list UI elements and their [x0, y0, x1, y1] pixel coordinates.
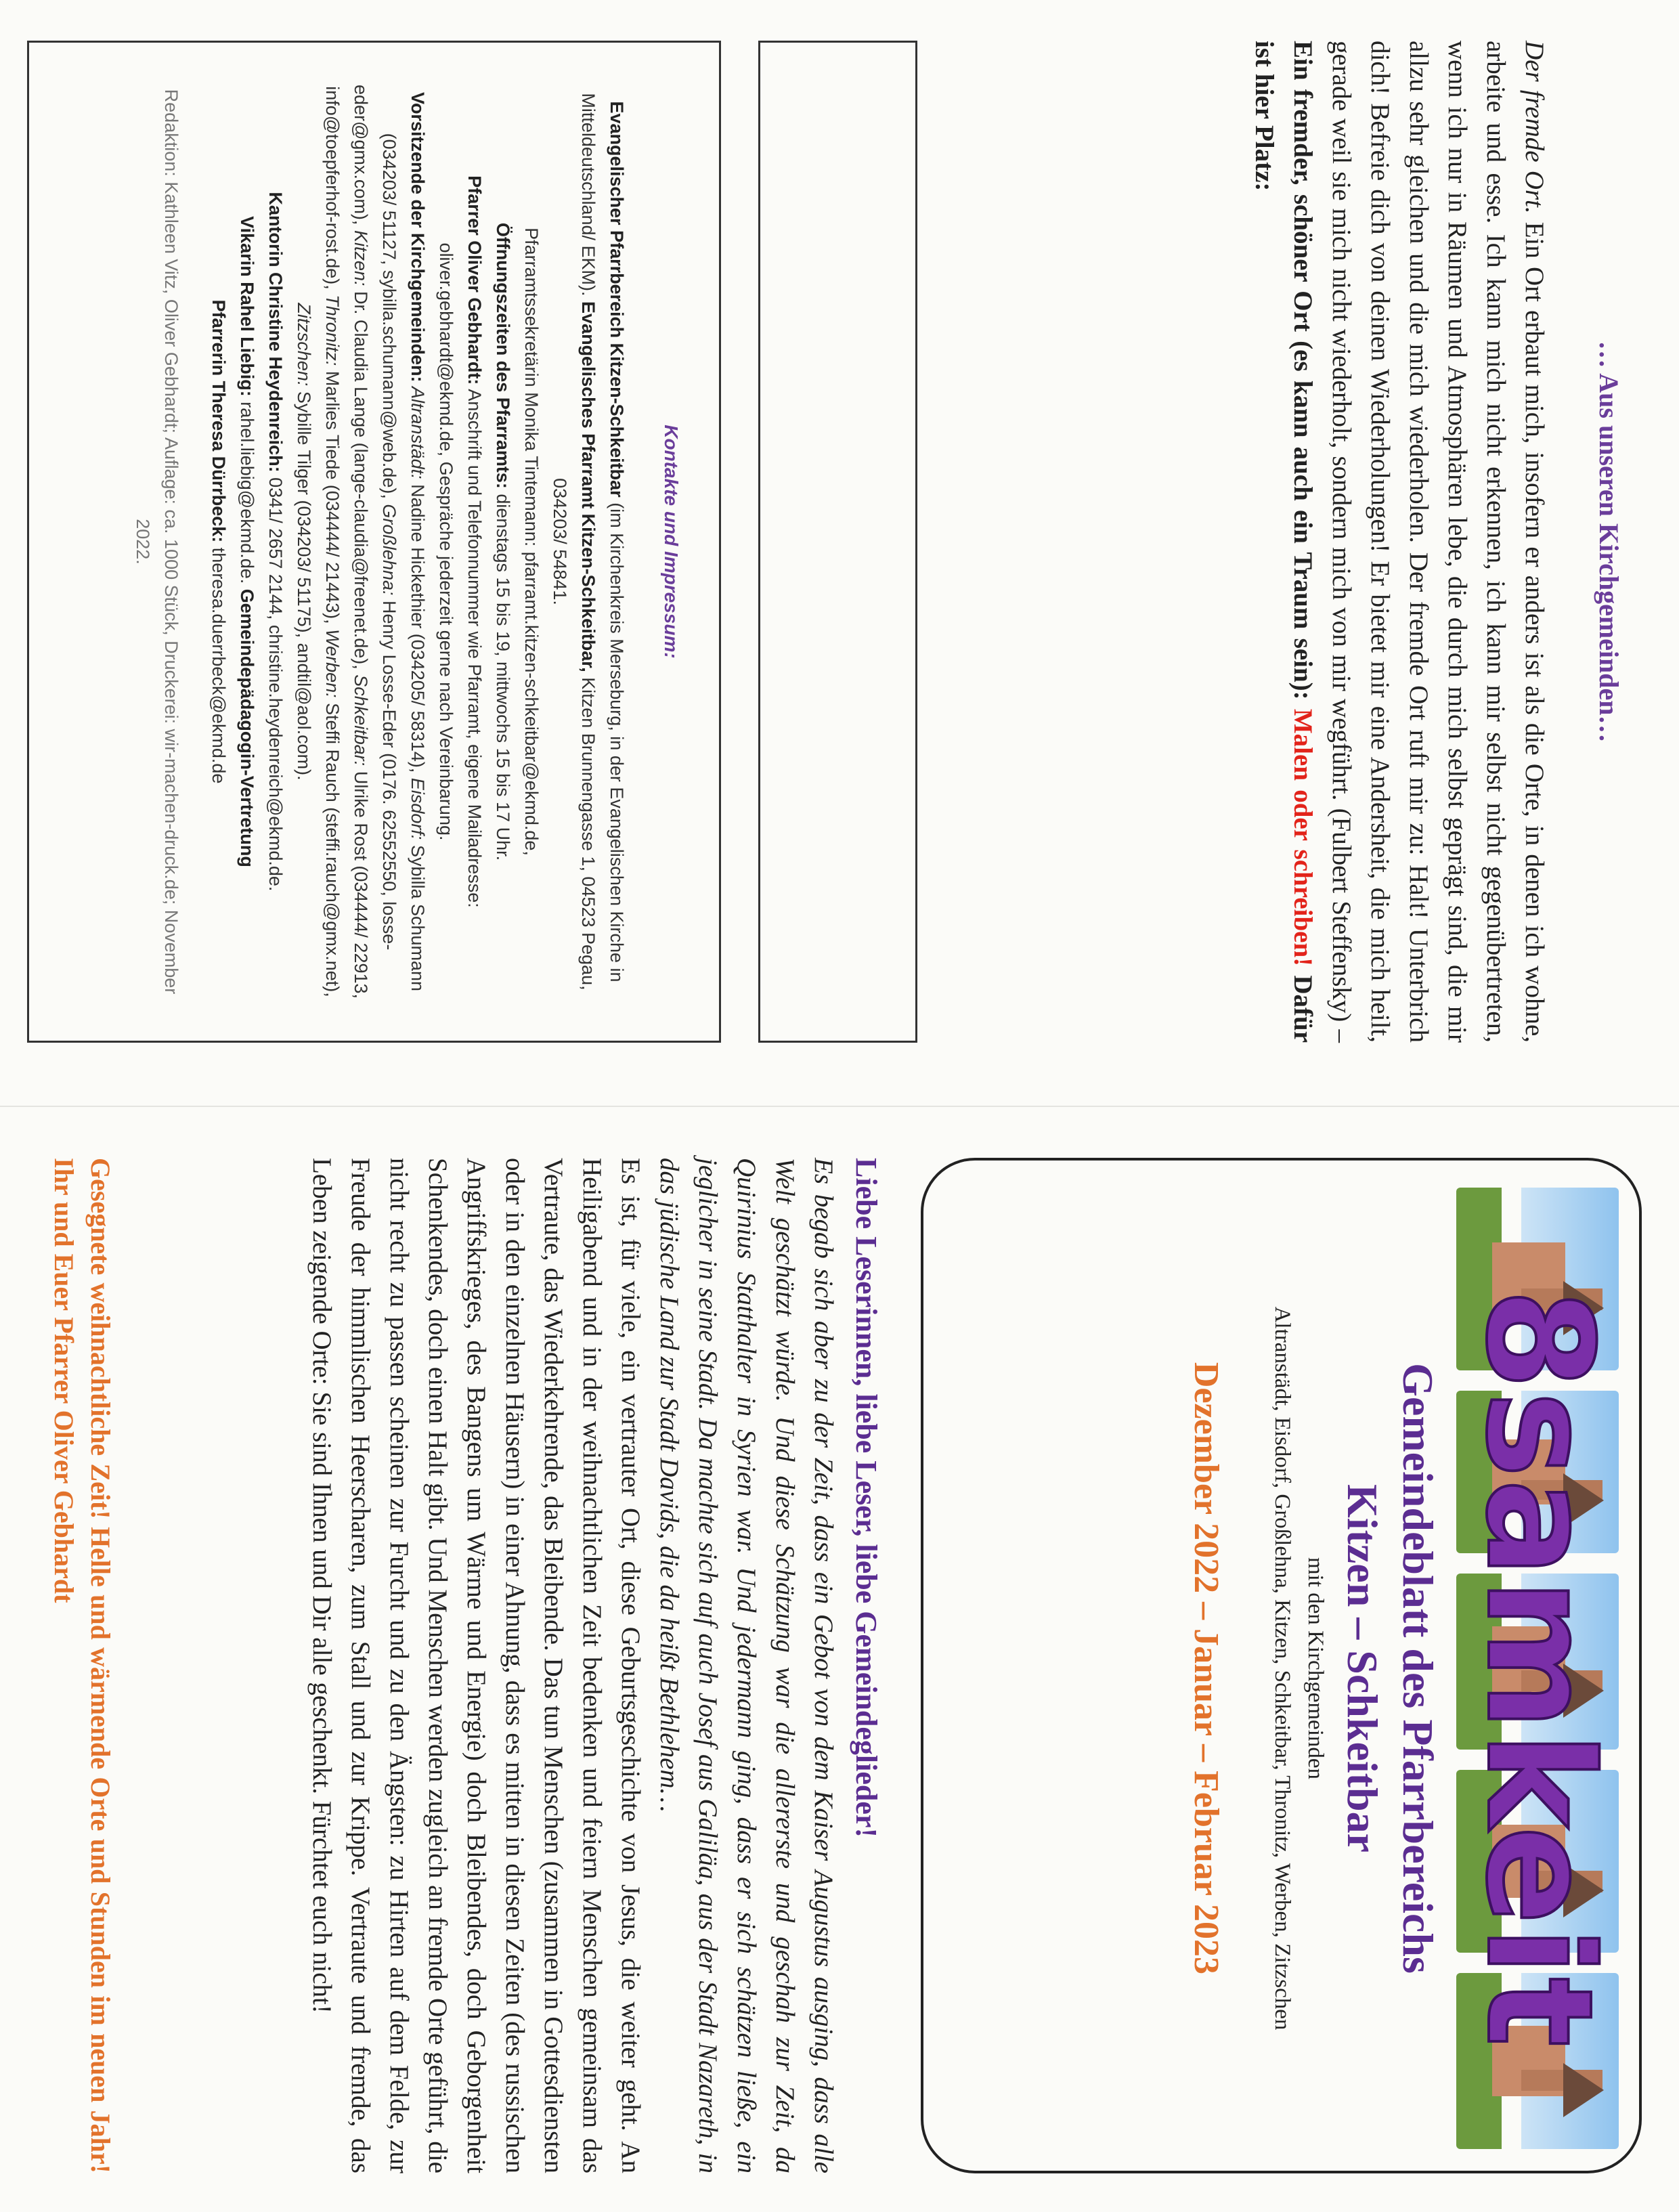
impressum-vikarin [233, 70, 261, 1014]
fremde-ort-text [1245, 41, 1554, 1043]
vertretung-label: Gemeindepädagogin-Vertretung [237, 584, 257, 867]
pfarramt-name: Evangelisches Pfarramt Kitzen-Schkeitbar, [578, 301, 598, 672]
impressum-redaktion: Redaktion: Kathleen Vitz, Oliver Gebhardt; Auflage: ca. 1000 Stück, Druckerei: wir-machen-druck.de; November 2022. [133, 89, 181, 995]
place-label: Großlehna: [379, 498, 399, 596]
place-contact: Ulrike Rost (034444/ 22913, info@toepferhof-rost.de), [322, 86, 371, 999]
kantorin-value: 0341/ 2657 2144, christine.heydenreich@ekmd.de. [265, 472, 286, 892]
title-box [921, 1158, 1642, 2173]
impressum-pfarrerin [204, 70, 233, 1014]
text-bold: Ein fremder, schöner Ort (es kann auch ein Traum sein): [1288, 41, 1317, 700]
text-call-to-action: Malen oder schreiben! [1288, 708, 1317, 967]
impressum-sekretaerin: Pfarramtssekretärin Monika Tintemann: pfarramt.kitzen-schkeitbar@ekmd.de, [521, 227, 542, 856]
pfarrbereich-desc: (im Kirchenkreis Merseburg, in der Evangelischen Kirche in Mitteldeutschland/ EKM). [578, 93, 627, 982]
place-label: Thronitz: [322, 289, 343, 366]
fold-line [0, 1106, 1679, 1107]
inner-page [14, 41, 1625, 1043]
editorial-body: Es ist, für viele, ein vertrauter Ort, diese Geburtsgeschichte von Jesus, die weiter geht. An Heiligabend und in der weihnachtlichen Zeit bedenken und feiern Menschen gemeinsam das Vertraute, das Wiederkehrende, das Bleibende. Das tun Menschen (zusammen in Gottesdiensten oder in den einzelnen Häusern) in einer Ahnung, dass es mitten in diesen Zeiten (des russischen Angriffskrieges, des Bangens um Wärme und Energie) doch Bleibendes, doch Geborgenheit Schenkendes, doch einen Halt gibt. Und Menschen werden zugleich an fremde Orte geführt, die nicht recht zu passen scheinen zur Furcht und zu den Ängsten: zu Hirten auf dem Felde, zur Freude der himmlischen Heerscharen, zum Stall und zur Krippe. Vertraute und fremde, das Leben zeigende Orte: Sie sind Ihnen und Dir alle geschenkt. Fürchtet euch nicht! [307, 1158, 645, 2173]
title-line-1: Gemeindeblatt des Pfarrbereichs [1394, 1363, 1442, 1974]
impressum-vorsitzende [290, 70, 432, 1014]
title-line-2: Kitzen – Schkeitbar [1338, 1484, 1387, 1852]
pfarramt-address: Kitzen Brunnengasse 1, 04523 Pegau, 034203/ 54841. [550, 478, 598, 991]
impressum-pfarrer [432, 70, 489, 1014]
impressum-kantorin [261, 70, 290, 1014]
section-heading: … Aus unseren Kirchgemeinden… [1594, 341, 1624, 743]
pfarrbereich-name: Evangelischer Pfarrbereich Kitzen-Schkeitbar [607, 101, 627, 498]
text-main: Ein Ort erbaut mich, insofern er anders ist als die Orte, in denen ich wohne, arbeite und esse. Ich kann mich nicht erkennen, ich kann mir selbst nicht gegenübertreten, wenn ich nur in Räumen und Atmosphären lebe, die durch mich selbst geprägt sind, die mir allzu sehr gleichen und die mich wiederholen. Der fremde Ort ruft mir zu: Halt! Unterbrich dich! Befreie dich von deinen Wiederholungen! Er bietet mir eine Andersheit, die mich heilt, gerade weil sie mich nicht wiederholt, sondern mich von mir wegführt. (Fulbert Steffensky) – [1327, 41, 1549, 1043]
closing-greeting: Gesegnete weihnachtliche Zeit! Helle und wärmende Orte und Stunden im neuen Jahr! Ihr und Euer Pfarrer Oliver Gebhardt [49, 1158, 116, 2173]
vikarin-label: Vikarin Rahel Liebig: [237, 216, 257, 397]
place-contact: Steffi Rauch (steffi.rauch@gmx.net), [322, 697, 343, 997]
vorsitzende-label: Vorsitzende der Kirchgemeinden: [408, 91, 428, 383]
greeting: Liebe Leserinnen, liebe Leser, liebe Gemeindeglieder! [850, 1158, 883, 1838]
text-bold-end: Dafür ist hier Platz: [1250, 41, 1317, 1043]
text-space [1288, 700, 1317, 709]
impressum-oeffnungszeiten [489, 70, 517, 1014]
text-intro: Der fremde Ort. [1520, 41, 1549, 214]
pfarrerin-label: Pfarrerin Theresa Dürrbeck: [209, 299, 229, 543]
impressum-title: Kontakte und Impressum: [661, 425, 682, 659]
pfarrer-value: Anschrift und Telefonnummer wie Pfarramt, eigene Mailadresse: oliver.gebhardt@ekmd.de, Gespräche jederzeit gerne nach Vereinbarung. [436, 242, 485, 908]
drawing-space-box[interactable] [758, 41, 917, 1043]
place-contact: Sybille Tilger (034203/ 51175), andtil@aol.com). [294, 386, 314, 781]
issue-date: Dezember 2022 – Januar – Februar 2023 [1187, 1362, 1225, 1975]
place-label: Eisdorf: [408, 773, 428, 840]
editorial-text [303, 1158, 843, 2173]
kantorin-label: Kantorin Christine Heydenreich: [265, 192, 286, 473]
vikarin-value: rahel.liebig@ekmd.de. [237, 396, 257, 584]
place-contact: Sybilla Schumann (034203/ 51127, sybilla.schumann@web.de), [379, 133, 428, 992]
place-contact: Dr. Claudia Lange (lange-claudia@freenet.de), [351, 286, 371, 670]
subtitle-with: mit den Kirchgemeinden [1303, 1557, 1328, 1780]
title-page [17, 1158, 1642, 2173]
place-contact: Marlies Tiede (034444/ 21443), [322, 366, 343, 624]
place-label: Schkeitbar: [351, 669, 371, 766]
oeffnungszeiten-value: dienstags 15 bis 19, mittwochs 15 bis 17 Uhr. [493, 488, 513, 861]
place-label: Zitzschen: [294, 303, 314, 387]
place-label: Werben: [322, 624, 343, 698]
brand-logo: 8samkeit [1454, 1288, 1624, 2049]
place-contact: Henry Losse-Eder (0176. 62552550, losse-eder@gmx.com), [351, 84, 399, 951]
places-list: Altranstädt, Eisdorf, Großlehna, Kitzen, Schkeitbar, Thronitz, Werben, Zitzschen [1270, 1306, 1294, 2031]
place-label: Kitzen: [351, 225, 371, 286]
pfarrerin-value: theresa.duerrbeck@ekmd.de [209, 542, 229, 784]
impressum-pfarrbereich [546, 70, 631, 1014]
bible-quote: Es begab sich aber zu der Zeit, dass ein Gebot von dem Kaiser Augustus ausging, dass alle Welt geschätzt würde. Und diese Schätzung war die allererste und geschah zur Zeit, da Quirinius Statthalter in Syrien war. Und jedermann ging, dass er sich schätzen ließe, ein jeglicher in seine Stadt. Da machte sich auf auch Josef aus Galiläa, aus der Stadt Nazareth, in das jüdische Land zur Stadt Davids, die da heißt Bethlehem… [655, 1158, 838, 2173]
place-label: Altranstädt: [408, 382, 428, 479]
impressum-box [27, 41, 721, 1043]
place-contact: Nadine Hickethier (034205/ 58314), [408, 479, 428, 773]
oeffnungszeiten-label: Öffnungszeiten des Pfarramts: [493, 222, 513, 489]
pfarrer-label: Pfarrer Oliver Gebhardt: [464, 175, 485, 385]
